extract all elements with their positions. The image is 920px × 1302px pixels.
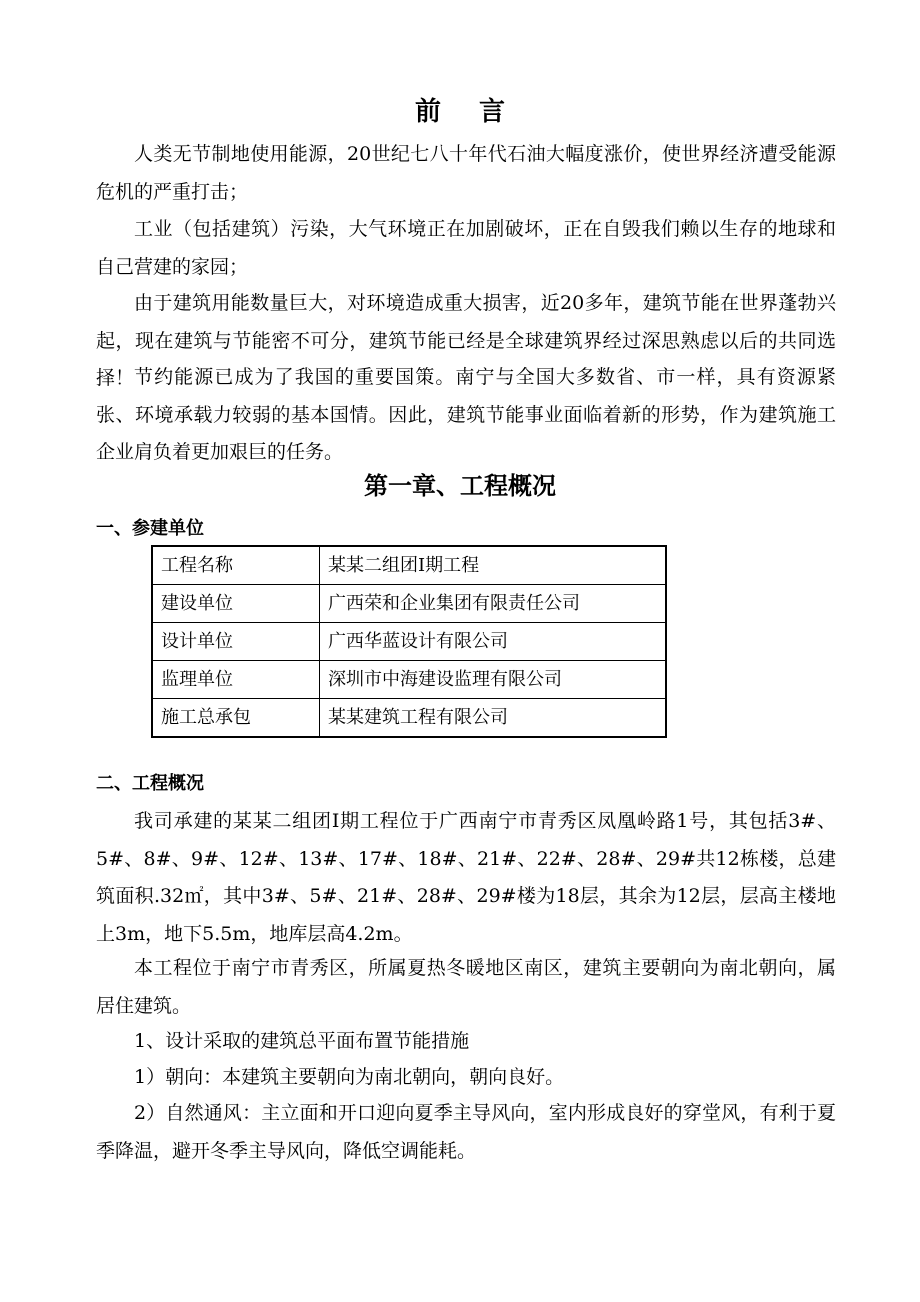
section-heading-overview: 二、工程概况	[96, 773, 204, 794]
preface-title: 前言	[414, 97, 543, 127]
table-row	[152, 546, 666, 585]
overview-paragraph-4: 1）朝向：本建筑主要朝向为南北朝向，朝向良好。	[134, 1066, 565, 1088]
table-cell-label: 施工总承包	[152, 699, 320, 738]
overview-paragraph-3: 1、设计采取的建筑总平面布置节能措施	[134, 1030, 470, 1052]
table-cell-value: 某某建筑工程有限公司	[320, 699, 667, 738]
table-cell-value: 广西华蓝设计有限公司	[320, 623, 667, 661]
overview-paragraph-5: 2）自然通风：主立面和开口迎向夏季主导风向，室内形成良好的穿堂风，有利于夏季降温，避开冬季主导风向，降低空调能耗。	[96, 1102, 836, 1162]
preface-paragraph-3: 由于建筑用能数量巨大，对环境造成重大损害，近20多年，建筑节能在世界蓬勃兴起，现在建筑与节能密不可分，建筑节能已经是全球建筑界经过深思熟虑以后的共同选择！	[96, 292, 836, 389]
table-row	[152, 585, 666, 623]
table-cell-label: 建设单位	[152, 585, 320, 623]
table-cell-label: 工程名称	[152, 546, 320, 585]
preface-paragraph-2: 工业（包括建筑）污染，大气环境正在加剧破坏，正在自毁我们赖以生存的地球和自己营建的家园；	[96, 218, 836, 278]
table-cell-label: 监理单位	[152, 661, 320, 699]
table-cell-value: 广西荣和企业集团有限责任公司	[320, 585, 667, 623]
preface-paragraph-4: 节约能源已成为了我国的重要国策。南宁与全国大多数省、市一样，具有资源紧张、环境承载力较弱的基本国情。因此，建筑节能事业面临着新的形势，作为建筑施工企业肩负着更加艰巨的任务。	[96, 366, 836, 463]
table-row	[152, 623, 666, 661]
overview-paragraph-1: 我司承建的某某二组团I期工程位于广西南宁市青秀区凤凰岭路1号，其包括3#、5#、8#、9#、12#、13#、17#、18#、21#、22#、28#、29#共12栋楼，总建筑面积.32㎡，其中3#、5#、21#、28#、29#楼为18层，其余为12层，层高主楼地上3m，地下5.5m，地库层高4.2m。	[96, 810, 836, 945]
table-cell-value: 深圳市中海建设监理有限公司	[320, 661, 667, 699]
section-heading-units: 一、参建单位	[96, 518, 204, 539]
table-row	[152, 699, 666, 738]
units-table	[151, 545, 667, 738]
chapter-title: 第一章、工程概况	[364, 471, 556, 500]
table-cell-value: 某某二组团I期工程	[320, 546, 667, 585]
overview-paragraph-2: 本工程位于南宁市青秀区，所属夏热冬暖地区南区，建筑主要朝向为南北朝向，属居住建筑。	[96, 957, 836, 1017]
table-row	[152, 661, 666, 699]
preface-paragraph-1: 人类无节制地使用能源，20世纪七八十年代石油大幅度涨价，使世界经济遭受能源危机的严重打击；	[96, 143, 836, 203]
table-cell-label: 设计单位	[152, 623, 320, 661]
